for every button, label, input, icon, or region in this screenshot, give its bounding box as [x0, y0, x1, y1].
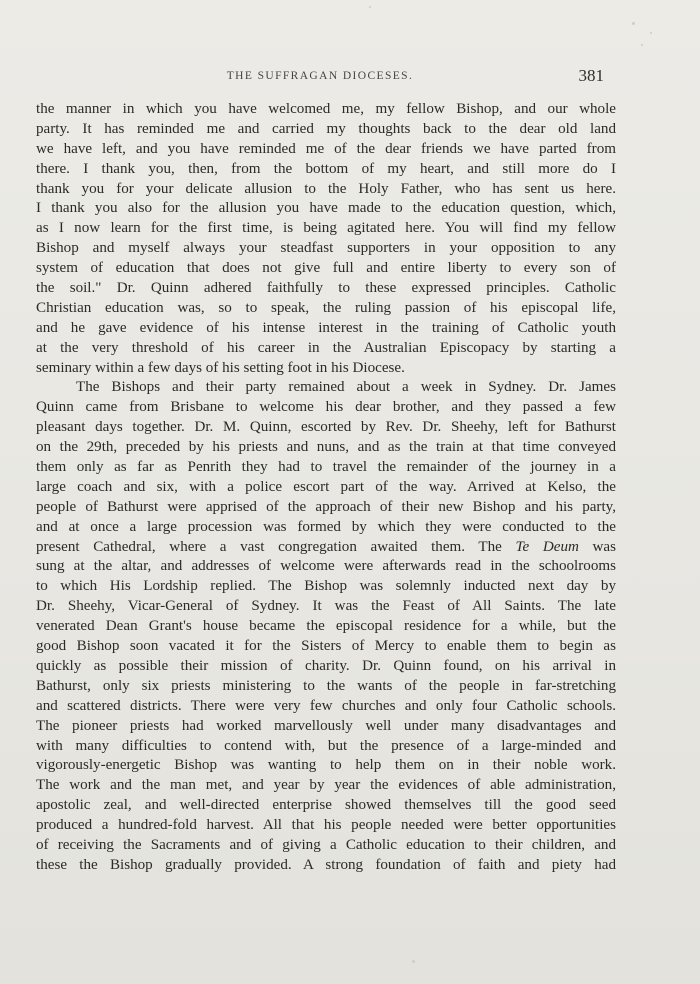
- text-line: Christian education was, so to speak, the ruling passion of his episcopal life,: [36, 299, 616, 316]
- text-line: there. I thank you, then, from the bottom of my heart, and still more do I: [36, 160, 616, 177]
- text-line: Bathurst, only six priests ministering to the wants of the people in far-stretching: [36, 677, 616, 694]
- text-line: the manner in which you have welcomed me, my fellow Bishop, and our whole: [36, 101, 616, 117]
- text-line: pleasant days together. Dr. M. Quinn, escorted by Rev. Dr. Sheehy, left for Bathurst: [36, 419, 616, 436]
- text-line: good Bishop soon vacated it for the Sisters of Mercy to enable them to begin as: [36, 638, 616, 655]
- text-line: Quinn came from Brisbane to welcome his dear brother, and they passed a few: [36, 399, 616, 416]
- text-line: apostolic zeal, and well-directed enterprise showed themselves till the good seed: [36, 797, 616, 814]
- text-line: thank you for your delicate allusion to the Holy Father, who has sent us here.: [36, 180, 616, 197]
- text-line: and scattered districts. There were very few churches and only four Catholic schools.: [36, 697, 616, 714]
- text-line: people of Bathurst were apprised of the approach of their new Bishop and his party,: [36, 498, 616, 515]
- text-line: produced a hundred-fold harvest. All that his people needed were better opportunities: [36, 817, 616, 834]
- text-line: The work and the man met, and year by year the evidences of able administration,: [36, 777, 616, 794]
- text-line: Bishop and myself always your steadfast supporters in your opposition to any: [36, 240, 616, 257]
- paragraph-end-line: seminary within a few days of his setting foot in his Diocese.: [36, 359, 405, 376]
- text-line: venerated Dean Grant's house became the episcopal residence for a while, but the: [36, 618, 616, 635]
- paper-speck: [641, 44, 643, 46]
- text-line: with many difficulties to contend with, but the presence of a large-minded and: [36, 737, 616, 754]
- text-line: to which His Lordship replied. The Bishop was solemnly inducted next day by: [36, 578, 616, 595]
- italic-title: Te Deum: [515, 538, 579, 555]
- page-number: 381: [578, 66, 604, 85]
- body-text: [36, 100, 616, 876]
- text-line: present Cathedral, where a vast congregation awaited them. The Te Deum was: [36, 538, 616, 555]
- paper-speck: [650, 32, 652, 34]
- text-line: these the Bishop gradually provided. A strong foundation of faith and piety had: [36, 856, 616, 873]
- text-line: I thank you also for the allusion you have made to the education question, which,: [36, 200, 616, 217]
- text-line: of receiving the Sacraments and of giving a Catholic education to their children, and: [36, 836, 616, 853]
- text-line: at the very threshold of his career in the Australian Episcopacy by starting a: [36, 339, 616, 356]
- text-line: as I now learn for the first time, is being agitated here. You will find my fellow: [36, 220, 616, 237]
- paragraph-start-line: The Bishops and their party remained about a week in Sydney. Dr. James: [76, 379, 616, 396]
- text-line: we have left, and you have reminded me of the dear friends we have parted from: [36, 140, 616, 157]
- text-line: sung at the altar, and addresses of welcome were afterwards read in the schoolrooms: [36, 558, 616, 575]
- text-line: system of education that does not give full and entire liberty to every son of: [36, 260, 616, 277]
- text-line: on the 29th, preceded by his priests and nuns, and as the train at that time conveyed: [36, 439, 616, 456]
- paper-speck: [632, 22, 635, 25]
- text-line: party. It has reminded me and carried my thoughts back to the dear old land: [36, 120, 616, 137]
- text-line: large coach and six, with a police escort part of the way. Arrived at Kelso, the: [36, 478, 616, 495]
- page-header: [36, 66, 604, 90]
- text-line: the soil." Dr. Quinn adhered faithfully to these expressed principles. Catholic: [36, 280, 616, 297]
- text-line: Dr. Sheehy, Vicar-General of Sydney. It was the Feast of All Saints. The late: [36, 598, 616, 615]
- text-line: quickly as possible their mission of charity. Dr. Quinn found, on his arrival in: [36, 657, 616, 674]
- running-head: THE SUFFRAGAN DIOCESES.: [226, 70, 414, 82]
- text-line: vigorously-energetic Bishop was wanting to help them on in their noble work.: [36, 757, 616, 774]
- text-line: The pioneer priests had worked marvellously well under many disadvantages and: [36, 717, 616, 734]
- paper-speck: [369, 6, 371, 8]
- text-line: and he gave evidence of his intense interest in the training of Catholic youth: [36, 319, 616, 336]
- text-line: them only as far as Penrith they had to travel the remainder of the journey in a: [36, 459, 616, 476]
- text-line: and at once a large procession was formed by which they were conducted to the: [36, 518, 616, 535]
- paper-speck: [412, 960, 415, 963]
